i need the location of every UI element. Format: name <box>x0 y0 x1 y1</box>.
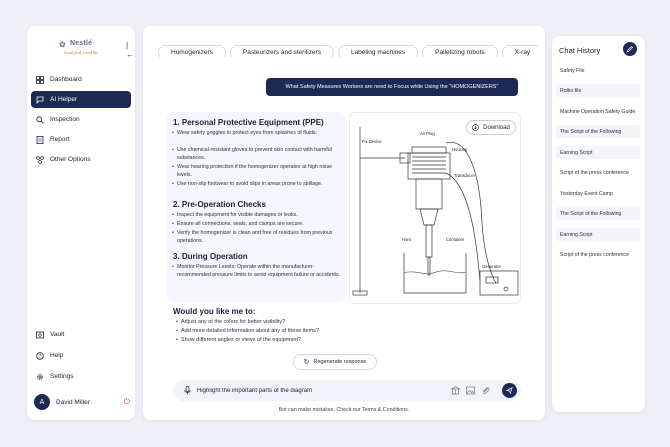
nav-ai-helper[interactable] <box>31 91 131 108</box>
chat-icon <box>36 96 44 104</box>
chip-labeling[interactable]: Labeling machines <box>338 45 418 57</box>
brand-tagline: Good food, Good life <box>64 50 98 55</box>
search-icon <box>36 116 44 124</box>
nav-label: Settings <box>50 373 74 380</box>
label-housing: Housing <box>452 147 468 152</box>
help-icon <box>36 352 44 360</box>
nav-dashboard[interactable] <box>31 71 131 88</box>
label-generator: Generator <box>482 264 501 269</box>
section-title: 3. During Operation <box>173 252 248 261</box>
history-item[interactable]: Script of the press conference <box>560 251 629 258</box>
nav-vault[interactable] <box>31 326 131 343</box>
diagram-drawing <box>350 113 522 305</box>
history-item[interactable]: The Script of the Following <box>556 125 640 138</box>
gear-icon <box>36 373 44 381</box>
list-item: • Use chemical-resistant gloves to prevent skin contact with harmful substances. <box>177 146 341 163</box>
chat-input-bar <box>173 380 521 401</box>
send-icon <box>506 387 513 394</box>
nav-settings[interactable] <box>31 368 131 385</box>
chip-xray[interactable]: X-ray <box>502 45 538 57</box>
nav-label: Report <box>50 136 70 143</box>
nav-label: Inspection <box>50 116 80 123</box>
followup-title: Would you like me to: <box>173 307 256 316</box>
image-icon[interactable] <box>466 386 475 395</box>
regenerate-label: Regenerate response <box>313 359 367 365</box>
history-item[interactable]: Rolko file <box>556 84 640 97</box>
download-label: Download <box>483 124 510 131</box>
disclaimer: Bot can make mistakes. Check our Terms & Conditions. <box>278 407 410 413</box>
logout-icon[interactable]: ⏻ <box>123 397 130 406</box>
new-chat-icon <box>626 45 634 53</box>
list-item: • Monitor Pressure Levels: Operate within the manufacturer-recommended pressure limits to avoid equipment failure or accidents. <box>177 263 341 280</box>
label-transducer: Transducer <box>454 173 476 178</box>
chat-input[interactable] <box>197 383 437 398</box>
list-item: • Ensure all connections, seals, and clamps are secure. <box>177 220 341 228</box>
list-item: • Verify the homogenizer is clean and free of residues from previous operations. <box>177 229 341 246</box>
history-item[interactable]: The Script of the Following <box>556 207 640 220</box>
list-item: • Wear hearing protection if the homogenizer operates at high noise levels. <box>177 163 341 180</box>
svg-text:?: ? <box>38 353 42 360</box>
history-title: Chat History <box>559 46 601 55</box>
list-item: • Inspect the equipment for visible damages or leaks. <box>177 211 341 219</box>
history-item[interactable]: Yesterday Event Camp <box>560 190 613 197</box>
attach-icon[interactable] <box>481 386 490 395</box>
chip-homogenizers[interactable]: Homogenizers <box>158 45 226 57</box>
chat-panel <box>143 26 545 420</box>
list-item: • Wear safety goggles to protect eyes from splashes of fluids. <box>177 129 341 137</box>
chip-palletizing[interactable]: Palletizing robots <box>422 45 498 57</box>
nav-label: Vault <box>50 331 65 338</box>
nav-label: Help <box>50 352 64 359</box>
nodes-icon <box>36 156 44 164</box>
mic-icon[interactable] <box>183 386 192 395</box>
nav-report[interactable] <box>31 131 131 148</box>
history-item[interactable]: Machine Operation Safety Guide <box>560 108 636 115</box>
nav-label: Dashboard <box>50 76 82 83</box>
report-icon <box>36 136 44 144</box>
chat-history-panel <box>552 36 645 412</box>
homogenizer-diagram <box>349 112 521 304</box>
followup-item: • Add more detailed information about any of these items? <box>181 328 319 334</box>
user-message: What Safety Measures Workers are need to Focus while Using the "HOMOGENIZERS" <box>266 78 518 96</box>
nav-label: AI Helper <box>50 96 78 103</box>
regenerate-button[interactable] <box>293 354 377 370</box>
send-button[interactable] <box>502 383 517 398</box>
brand-name: Nestlé <box>70 40 93 47</box>
refresh-icon: ↻ <box>303 359 310 366</box>
chip-pasteurizers[interactable]: Pasteurizers and sterilizers <box>230 45 334 57</box>
followup-item: • Adjust any of the colors for better visibility? <box>181 319 285 325</box>
history-item[interactable]: Script of the press conference <box>560 169 629 176</box>
label-fix-device: Fix Device <box>362 139 382 144</box>
avatar: A <box>34 394 50 410</box>
institution-icon[interactable] <box>451 386 460 395</box>
grid-icon <box>36 76 44 84</box>
history-item[interactable]: Earning Script <box>556 228 640 241</box>
history-item[interactable]: Safety File <box>560 67 585 74</box>
topic-chips <box>158 41 538 57</box>
vault-icon <box>36 331 44 339</box>
nav-other-options[interactable] <box>31 151 131 168</box>
section-title: 2. Pre-Operation Checks <box>173 200 266 209</box>
sidebar <box>27 26 135 420</box>
new-chat-button[interactable] <box>623 42 637 56</box>
label-container: Container <box>446 237 465 242</box>
nav-label: Other Options <box>50 156 91 163</box>
nest-icon: ✿ <box>59 40 66 49</box>
label-horn: Horn <box>402 237 412 242</box>
bot-answer <box>167 112 345 302</box>
user-profile[interactable] <box>34 394 130 410</box>
brand-logo[interactable] <box>59 40 103 58</box>
collapse-sidebar-icon[interactable]: |← <box>126 41 134 59</box>
section-title: 1. Personal Protective Equipment (PPE) <box>173 118 324 127</box>
history-item[interactable]: Earning Script <box>556 146 640 159</box>
nav-help[interactable] <box>31 347 131 364</box>
label-air-plug: Air Plug <box>420 131 435 136</box>
list-item: • Use non-slip footwear to avoid slips in areas prone to spillage. <box>177 180 341 188</box>
nav-inspection[interactable] <box>31 111 131 128</box>
user-name: David Miller <box>56 398 90 406</box>
followup-item: • Show different angles or views of the equipment? <box>181 337 301 343</box>
